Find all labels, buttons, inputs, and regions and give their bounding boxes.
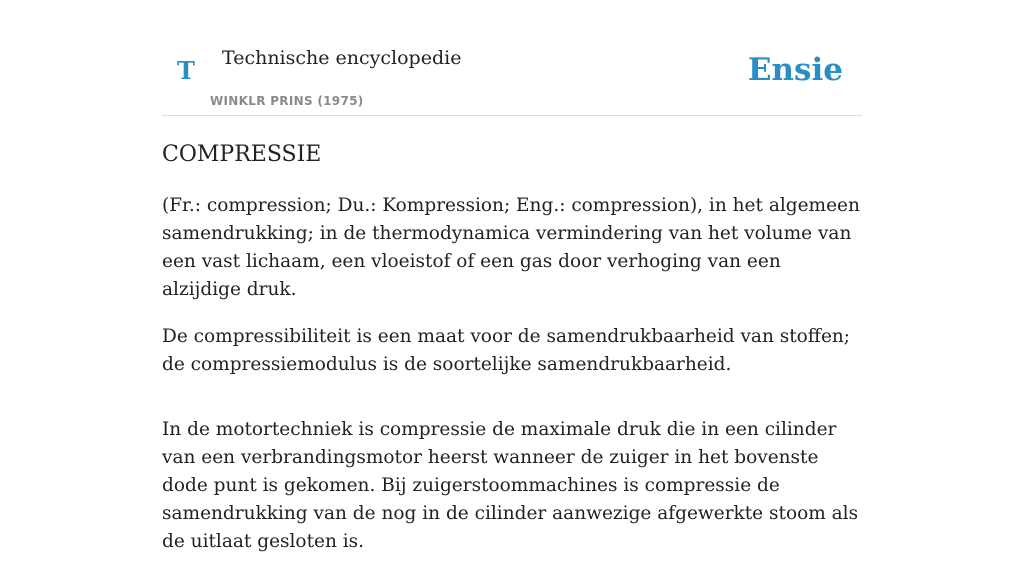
book-subtitle: WINKLR PRINS (1975): [210, 94, 364, 108]
article-paragraph: (Fr.: compression; Du.: Kompression; Eng.: compression), in het algemeen samendrukking; in de thermodynamica vermindering van het volume van een vast lichaam, een vloeistof of een gas door verhoging van een alzijdige druk.: [162, 195, 860, 300]
ensie-logo-link[interactable]: Ensie: [747, 52, 843, 88]
book-title[interactable]: Technische encyclopedie: [222, 47, 462, 69]
header-divider: [162, 115, 862, 116]
book-logo-icon[interactable]: T: [177, 56, 195, 85]
article-heading: COMPRESSIE: [162, 142, 322, 167]
article-paragraph: De compressibiliteit is een maat voor de samendrukbaarheid van stoffen; de compressiemodulus is de soortelijke samendrukbaarheid.: [162, 326, 851, 375]
article-paragraph: In de motortechniek is compressie de maximale druk die in een cilinder van een verbrandingsmotor heerst wanneer de zuiger in het bovenste dode punt is gekomen. Bij zuigerstoommachines is compressie de samendrukking van de nog in de cilinder aanwezige afgewerkte stoom als de uitlaat gesloten is.: [162, 419, 859, 552]
article-body: [162, 140, 862, 575]
